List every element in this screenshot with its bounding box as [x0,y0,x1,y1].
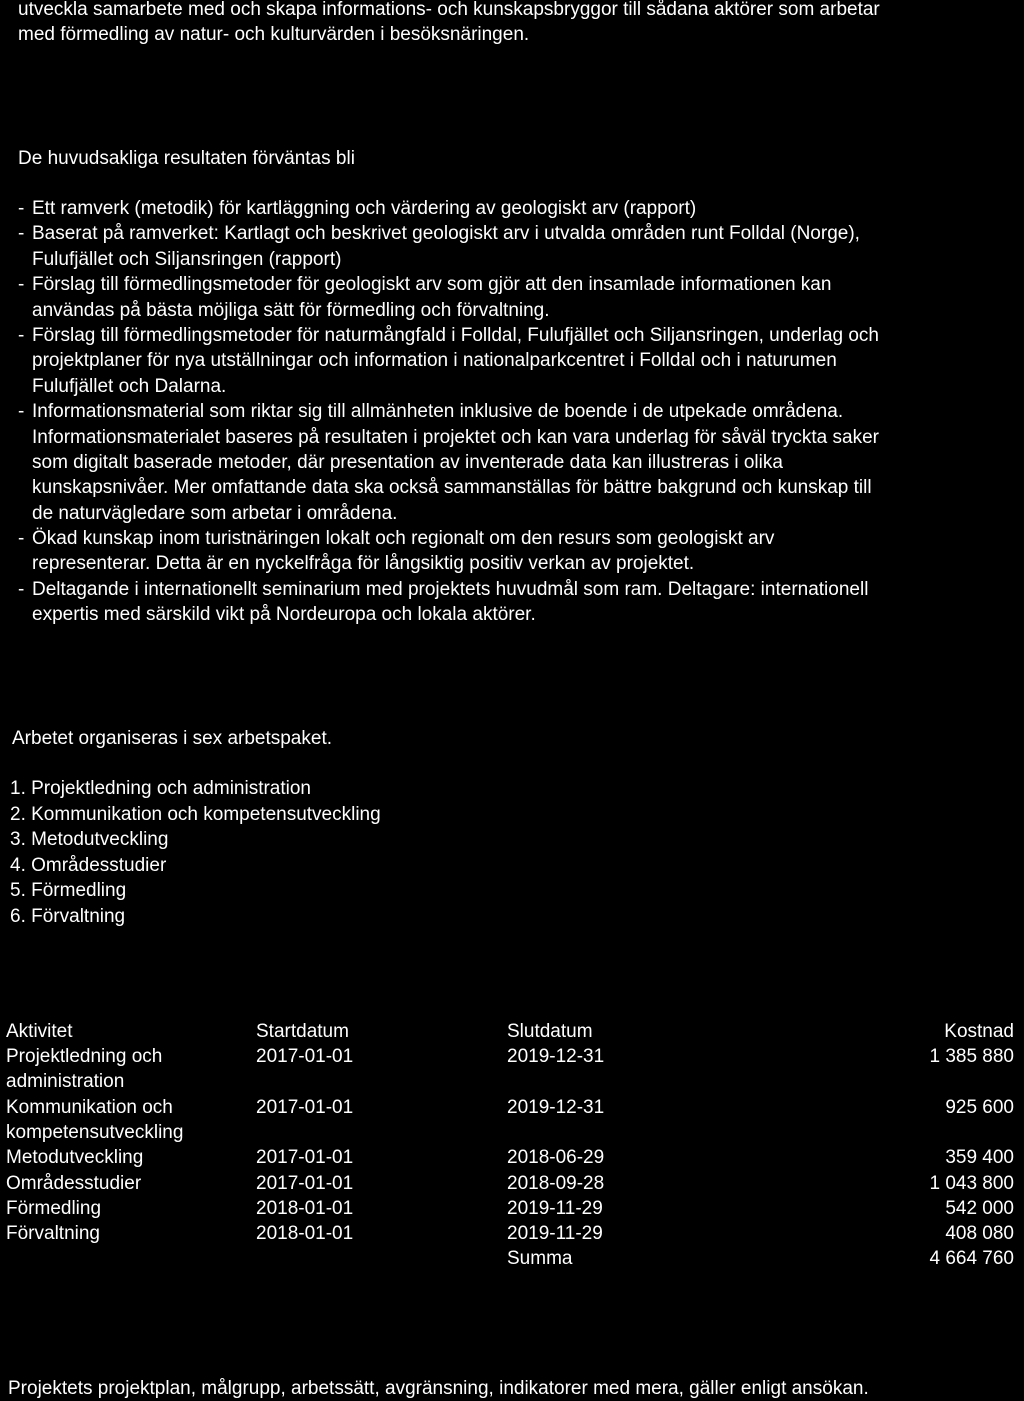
row-cost: 1 043 800 [929,1172,1014,1194]
work-package-item: 1. Projektledning och administration [10,778,312,799]
budget-row [6,1221,1014,1246]
results-list [18,196,1022,628]
header-end-date: Slutdatum [507,1021,593,1042]
result-bullet: - [18,324,25,346]
result-bullet: - [18,274,25,296]
result-item [18,399,1022,526]
row-start-date: 2017-01-01 [256,1096,354,1118]
result-line: Förslag till förmedlingsmetoder för geologiskt arv som gjör att den insamlade informationen kan [32,274,832,296]
work-packages-heading: Arbetet organiseras i sex arbetspaket. [12,728,333,749]
result-text [32,272,831,323]
result-item [18,272,1022,323]
budget-header-row [6,1019,1014,1044]
result-line: Ökad kunskap inom turistnäringen lokalt och regionalt om den resurs som geologiskt arv [32,528,775,550]
total-cost: 4 664 760 [929,1248,1014,1270]
row-cost: 1 385 880 [929,1046,1014,1068]
row-end-date: 2018-06-29 [507,1147,605,1169]
result-text [32,196,696,221]
result-bullet: - [18,198,25,219]
result-line: de naturvägledare som arbetar i områdena. [32,502,398,524]
result-item [18,323,1022,399]
row-cost: 359 400 [945,1147,1014,1169]
result-line: expertis med särskild vikt på Nordeuropa och lokala aktörer. [32,604,536,626]
row-cost: 542 000 [945,1197,1014,1219]
result-text [32,577,868,628]
result-item [18,577,1022,628]
budget-row [6,1145,1014,1170]
result-line: Fulufjället och Dalarna. [32,375,227,397]
row-cost: 408 080 [945,1223,1014,1245]
result-line: Förslag till förmedlingsmetoder för naturmångfald i Folldal, Fulufjället och Siljansringen, underlag och [32,324,879,346]
result-line: Fulufjället och Siljansringen (rapport) [32,248,342,270]
header-cost: Kostnad [944,1021,1014,1042]
row-activity: Områdesstudier [6,1172,142,1194]
result-line: Informationsmaterialet baseres på resultaten i projektet och kan vara underlag för såväl tryckta saker [32,426,879,448]
result-line: Baserat på ramverket: Kartlagt och beskrivet geologiskt arv i utvalda områden runt Folldal (Norge), [32,223,860,245]
row-end-date: 2019-12-31 [507,1096,605,1118]
result-bullet: - [18,401,25,423]
header-activity: Aktivitet [6,1021,73,1042]
result-line: Ett ramverk (metodik) för kartläggning och värdering av geologiskt arv (rapport) [32,198,697,219]
header-start-date: Startdatum [256,1021,349,1042]
row-activity: Förvaltning [6,1223,100,1245]
work-package-item: 6. Förvaltning [10,905,126,927]
intro-line: utveckla samarbete med och skapa informations- och kunskapsbryggor till sådana aktörer som arbetar [18,0,880,20]
result-bullet: - [18,578,25,600]
result-line: som digitalt baserade metoder, där presentation av inventerade data kan illustreras i olika [32,451,783,473]
row-activity: Metodutveckling [6,1147,144,1169]
row-start-date: 2018-01-01 [256,1197,354,1219]
row-start-date: 2018-01-01 [256,1223,354,1245]
row-start-date: 2017-01-01 [256,1147,354,1169]
result-item [18,196,1022,221]
result-line: Deltagande i internationellt seminarium med projektets huvudmål som ram. Deltagare: internationell [32,578,869,600]
budget-row [6,1044,1014,1095]
intro-paragraph [18,0,880,47]
result-line: Informationsmaterial som riktar sig till allmänheten inklusive de boende i de utpekade områdena. [32,401,844,423]
row-activity: Projektledning och administration [6,1046,163,1093]
work-package-item: 3. Metodutveckling [10,829,169,850]
result-text [32,526,774,577]
result-text [32,221,860,272]
row-end-date: 2019-11-29 [507,1197,603,1219]
row-cost: 925 600 [945,1096,1014,1118]
budget-row [6,1095,1014,1146]
work-packages-list [10,776,381,929]
row-start-date: 2017-01-01 [256,1046,354,1068]
row-end-date: 2019-12-31 [507,1046,605,1068]
budget-table [6,1019,1014,1272]
total-label: Summa [507,1248,573,1270]
work-package-item: 4. Områdesstudier [10,854,167,876]
result-bullet: - [18,528,25,550]
result-item [18,221,1022,272]
row-start-date: 2017-01-01 [256,1172,354,1194]
footer-note: Projektets projektplan, målgrupp, arbetssätt, avgränsning, indikatorer med mera, gäller enligt ansökan. [8,1378,869,1399]
work-package-item: 5. Förmedling [10,880,127,901]
result-line: representerar. Detta är en nyckelfråga för långsiktig positiv verkan av projektet. [32,553,695,575]
result-text [32,323,879,399]
row-activity: Förmedling [6,1197,102,1219]
result-line: kunskapsnivåer. Mer omfattande data ska också sammanställas för bättre bakgrund och kunskap till [32,477,872,499]
results-heading: De huvudsakliga resultaten förväntas bli [18,148,355,169]
row-end-date: 2018-09-28 [507,1172,605,1194]
result-line: projektplaner för nya utställningar och information i nationalparkcentret i Folldal och i naturumen [32,350,837,372]
result-line: användas på bästa möjliga sätt för förmedling och förvaltning. [32,299,550,321]
intro-line: med förmedling av natur- och kulturvärden i besöksnäringen. [18,24,530,45]
result-bullet: - [18,223,25,245]
row-end-date: 2019-11-29 [507,1223,603,1245]
row-activity: Kommunikation och kompetensutveckling [6,1096,184,1143]
work-package-item: 2. Kommunikation och kompetensutveckling [10,803,381,825]
budget-row [6,1171,1014,1196]
result-item [18,526,1022,577]
budget-row [6,1196,1014,1221]
budget-total-row [6,1246,1014,1271]
result-text [32,399,879,526]
